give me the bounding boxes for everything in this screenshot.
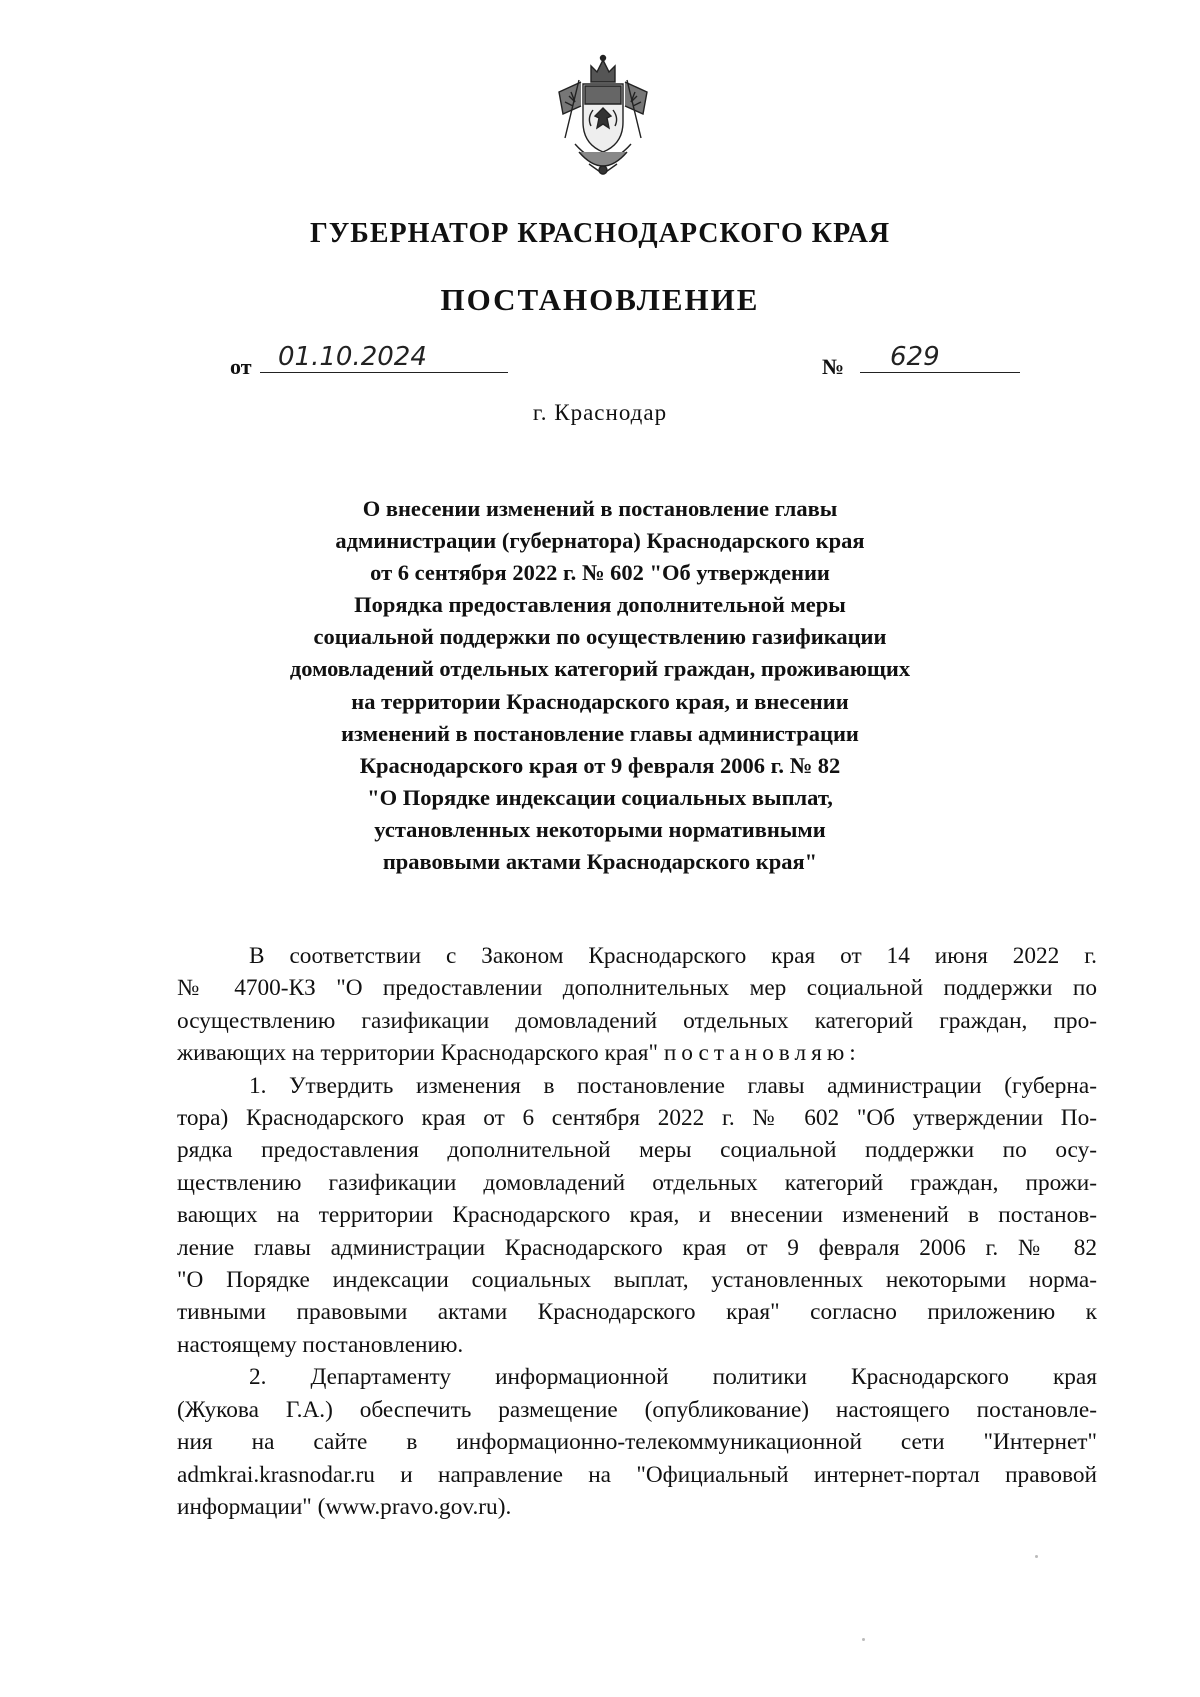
title-line: Порядка предоставления дополнительной меры [354, 592, 846, 618]
title-line: администрации (губернатора) Краснодарского края [335, 528, 865, 554]
scan-speck [1035, 1555, 1038, 1558]
body-line: 1. Утвердить изменения в постановление главы администрации (губерна- [249, 1072, 1097, 1099]
body-line: осуществлению газификации домовладений отдельных категорий граждан, про- [177, 1007, 1097, 1034]
scan-speck [862, 1638, 865, 1641]
number-prefix: № [822, 354, 845, 379]
handwritten-number: 629 [860, 342, 1020, 373]
body-line: 2. Департаменту информационной политики Краснодарского края [249, 1364, 1097, 1391]
body-line: тора) Краснодарского края от 6 сентября 2022 г. № 602 "Об утверждении По- [177, 1105, 1097, 1132]
title-line: О внесении изменений в постановление главы [362, 496, 838, 521]
title-line: правовыми актами Краснодарского края" [382, 849, 818, 875]
handwritten-date: 01.10.2024 [260, 342, 508, 373]
body-line-text: живающих на территории Краснодарского края" [177, 1040, 658, 1067]
body-line: информации" (www.pravo.gov.ru). [177, 1493, 512, 1520]
body-line: рядка предоставления дополнительной меры социальной поддержки по осу- [177, 1137, 1097, 1164]
title-line: "О Порядке индексации социальных выплат, [367, 784, 833, 810]
document-title [200, 493, 1000, 878]
city-of-issue: г. Краснодар [532, 400, 668, 425]
body-line: № 4700-КЗ "О предоставлении дополнительных мер социальной поддержки по [177, 975, 1097, 1002]
coat-of-arms-emblem [555, 52, 651, 184]
issuing-authority-heading: ГУБЕРНАТОР КРАСНОДАРСКОГО КРАЯ [309, 218, 891, 249]
body-line [177, 1037, 1097, 1069]
item-1-paragraph [177, 1070, 1097, 1362]
body-line: В соответствии с Законом Краснодарского края от 14 июня 2022 г. [249, 943, 1097, 969]
body-line: вающих на территории Краснодарского края, и внесении изменений в постанов- [177, 1202, 1097, 1229]
item-2-paragraph [177, 1361, 1097, 1523]
body-line: настоящему постановлению. [177, 1331, 464, 1358]
title-line: домовладений отдельных категорий граждан, проживающих [289, 656, 911, 682]
body-line: ществлению газификации домовладений отдельных категорий граждан, прожи- [177, 1169, 1097, 1196]
body-line: "О Порядке индексации социальных выплат, установленных некоторыми норма- [177, 1267, 1097, 1294]
title-line: от 6 сентября 2022 г. № 602 "Об утверждении [370, 560, 830, 586]
document-type-heading: ПОСТАНОВЛЕНИЕ [440, 282, 760, 317]
body-line: admkrai.krasnodar.ru и направление на "Официальный интернет-портал правовой [177, 1461, 1097, 1488]
title-line: социальной поддержки по осуществлению газификации [313, 624, 887, 650]
body-line: тивными правовыми актами Краснодарского края" согласно приложению к [177, 1299, 1097, 1326]
preamble-paragraph [177, 940, 1097, 1070]
date-prefix: от [230, 354, 252, 379]
decree-word: постановляю: [663, 1040, 861, 1067]
title-line: изменений в постановление главы администрации [341, 720, 859, 746]
body-line: ление главы администрации Краснодарского края от 9 февраля 2006 г. № 82 [177, 1234, 1097, 1261]
document-body [177, 940, 1097, 1523]
title-line: на территории Краснодарского края, и внесении [351, 688, 849, 714]
date-number-line [230, 342, 990, 386]
body-line: ния на сайте в информационно-телекоммуникационной сети "Интернет" [177, 1429, 1097, 1456]
title-line: Краснодарского края от 9 февраля 2006 г. № 82 [359, 752, 841, 778]
body-line: (Жукова Г.А.) обеспечить размещение (опубликование) настоящего постановле- [177, 1396, 1097, 1423]
title-line: установленных некоторыми нормативными [374, 816, 826, 842]
